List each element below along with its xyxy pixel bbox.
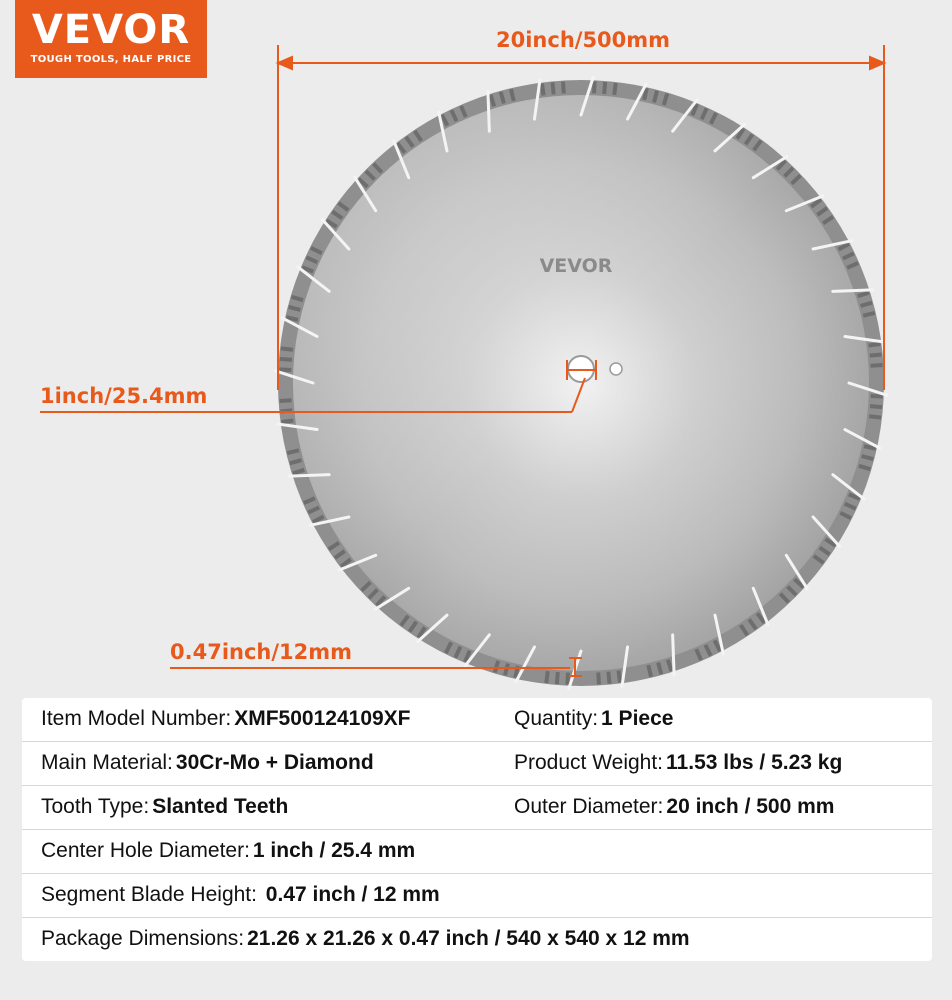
spec-label: Tooth Type: xyxy=(41,795,150,818)
segment-texture xyxy=(608,672,609,684)
gullet-slot xyxy=(673,635,674,675)
hole-diameter-label: 1inch/25.4mm xyxy=(40,384,208,408)
segment-texture xyxy=(511,89,514,101)
spec-label: Segment Blade Height: xyxy=(41,883,257,906)
spec-cell xyxy=(41,883,440,907)
pin-hole xyxy=(610,363,622,375)
spec-value: 1 inch / 25.4 mm xyxy=(252,839,416,862)
segment-texture xyxy=(870,406,882,407)
spec-cell xyxy=(41,927,690,951)
spec-value: 1 Piece xyxy=(601,707,674,730)
segment-texture xyxy=(567,673,568,685)
segment-texture xyxy=(280,359,292,360)
spec-cell xyxy=(514,707,673,731)
spec-label: Main Material: xyxy=(41,751,173,774)
segment-texture xyxy=(280,400,292,401)
spec-cell xyxy=(514,751,842,775)
gullet-slot xyxy=(289,475,329,476)
blade-brand-mark: VEVOR xyxy=(539,255,613,277)
spec-row xyxy=(22,874,932,918)
segment-texture xyxy=(604,82,605,94)
spec-label: Center Hole Diameter: xyxy=(41,839,250,862)
spec-table xyxy=(22,698,932,961)
spec-cell xyxy=(41,707,411,731)
spec-cell xyxy=(41,795,288,819)
spec-label: Package Dimensions: xyxy=(41,927,245,950)
segment-texture xyxy=(614,83,615,95)
segment-height-label: 0.47inch/12mm xyxy=(170,640,353,664)
segment-texture xyxy=(648,665,651,677)
spec-row xyxy=(22,918,932,961)
brand-tagline: TOUGH TOOLS, HALF PRICE xyxy=(30,54,192,65)
segment-texture xyxy=(546,671,547,683)
segment-texture xyxy=(557,672,558,684)
segment-texture xyxy=(282,420,294,422)
spec-value: 20 inch / 500 mm xyxy=(666,795,835,818)
spec-row xyxy=(22,786,932,830)
spec-cell xyxy=(41,751,374,775)
segment-texture xyxy=(863,313,875,316)
segment-texture xyxy=(869,416,881,417)
spec-value: 30Cr-Mo + Diamond xyxy=(175,751,374,774)
segment-texture xyxy=(618,671,620,683)
spec-cell xyxy=(514,795,834,819)
spec-row xyxy=(22,830,932,874)
segment-texture xyxy=(871,396,883,397)
gullet-slot xyxy=(488,91,489,131)
segment-texture xyxy=(552,82,553,94)
segment-texture xyxy=(594,81,595,93)
gullet-slot xyxy=(833,290,873,291)
spec-label: Quantity: xyxy=(514,707,599,730)
spec-value: 21.26 x 21.26 x 0.47 inch / 540 x 540 x 12 mm xyxy=(247,927,690,950)
spec-value: XMF500124109XF xyxy=(234,707,411,730)
segment-texture xyxy=(279,369,291,370)
segment-texture xyxy=(281,348,293,349)
spec-label: Outer Diameter: xyxy=(514,795,664,818)
segment-texture xyxy=(870,365,882,366)
segment-texture xyxy=(542,84,544,96)
brand-name: VEVOR xyxy=(31,7,191,53)
spec-label: Product Weight: xyxy=(514,751,664,774)
spec-value: 0.47 inch / 12 mm xyxy=(259,883,440,906)
segment-texture xyxy=(287,450,299,453)
segment-texture xyxy=(563,82,564,94)
spec-value: Slanted Teeth xyxy=(152,795,289,818)
outer-diameter-label: 20inch/500mm xyxy=(496,28,671,52)
spec-row xyxy=(22,742,932,786)
spec-label: Item Model Number: xyxy=(41,707,232,730)
segment-texture xyxy=(598,672,599,684)
segment-texture xyxy=(869,344,881,346)
spec-cell xyxy=(41,839,415,863)
spec-row xyxy=(22,698,932,742)
spec-value: 11.53 lbs / 5.23 kg xyxy=(666,751,843,774)
segment-texture xyxy=(870,354,882,355)
